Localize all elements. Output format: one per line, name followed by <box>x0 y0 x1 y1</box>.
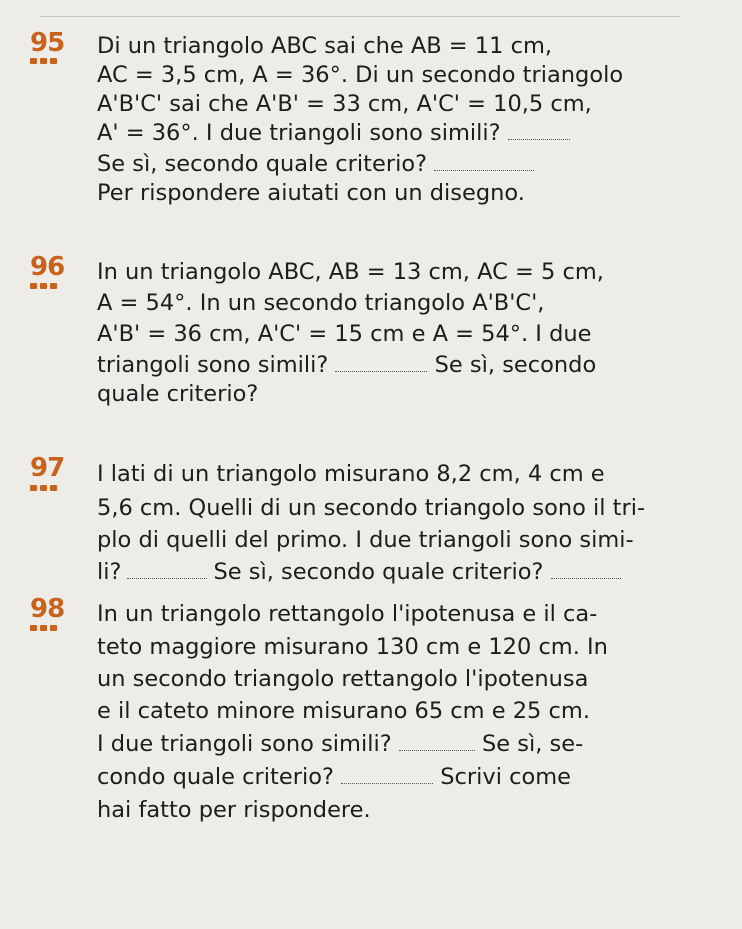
exercise-line: A = 54°. In un secondo triangolo A'B'C', <box>97 290 545 316</box>
answer-blank[interactable] <box>434 166 534 171</box>
exercise-line <box>97 730 583 758</box>
answer-blank[interactable] <box>551 574 621 579</box>
exercise-line: quale criterio? <box>97 381 259 407</box>
difficulty-dots <box>30 625 57 631</box>
exercise-line <box>97 150 534 178</box>
exercise-number: 98 <box>30 594 65 624</box>
exercise-line: plo di quelli del primo. I due triangoli sono simi- <box>97 527 634 553</box>
exercise-line-text: Se sì, secondo <box>434 352 597 378</box>
answer-blank[interactable] <box>127 574 207 579</box>
exercise-line: e il cateto minore misurano 65 cm e 25 cm. <box>97 698 590 724</box>
exercise-line-text: Scrivi come <box>440 764 572 790</box>
exercise-line: I lati di un triangolo misurano 8,2 cm, 4 cm e <box>97 461 605 487</box>
exercise-line-text: triangoli sono simili? <box>97 352 329 378</box>
exercise-line: un secondo triangolo rettangolo l'ipotenusa <box>97 666 589 692</box>
exercise-line: In un triangolo rettangolo l'ipotenusa e il ca- <box>97 601 598 627</box>
exercise-line-text: condo quale criterio? <box>97 764 334 790</box>
answer-blank[interactable] <box>508 135 570 140</box>
page-top-rule <box>40 16 680 17</box>
exercise-line: teto maggiore misurano 130 cm e 120 cm. In <box>97 634 608 660</box>
difficulty-dots <box>30 485 57 491</box>
exercise-line <box>97 351 596 379</box>
exercise-line-text: I due triangoli sono simili? <box>97 731 392 757</box>
exercise-number: 96 <box>30 252 65 282</box>
exercise-line: hai fatto per rispondere. <box>97 797 371 823</box>
exercise-number: 95 <box>30 28 65 58</box>
exercise-line-text: Se sì, se- <box>481 731 584 757</box>
exercise-line-text: Se sì, secondo quale criterio? <box>213 559 544 585</box>
exercise-line <box>97 763 571 791</box>
exercise-line: Di un triangolo ABC sai che AB = 11 cm, <box>97 33 553 59</box>
difficulty-dots <box>30 283 57 289</box>
exercise-line-text: A' = 36°. I due triangoli sono simili? <box>97 120 501 146</box>
difficulty-dots <box>30 58 57 64</box>
exercise-line: In un triangolo ABC, AB = 13 cm, AC = 5 cm, <box>97 259 604 285</box>
answer-blank[interactable] <box>399 746 475 751</box>
exercise-line: Per rispondere aiutati con un disegno. <box>97 180 525 206</box>
exercise-line <box>97 119 570 147</box>
exercise-line-text: li? <box>97 559 122 585</box>
exercise-line: 5,6 cm. Quelli di un secondo triangolo sono il tri- <box>97 495 646 521</box>
exercise-line: A'B' = 36 cm, A'C' = 15 cm e A = 54°. I due <box>97 321 592 347</box>
exercise-number: 97 <box>30 453 65 483</box>
answer-blank[interactable] <box>341 779 433 784</box>
exercise-line: A'B'C' sai che A'B' = 33 cm, A'C' = 10,5 cm, <box>97 91 592 117</box>
answer-blank[interactable] <box>335 367 427 372</box>
exercise-line: AC = 3,5 cm, A = 36°. Di un secondo triangolo <box>97 62 624 88</box>
exercise-line-text: Se sì, secondo quale criterio? <box>97 151 428 177</box>
exercise-line <box>97 558 621 586</box>
